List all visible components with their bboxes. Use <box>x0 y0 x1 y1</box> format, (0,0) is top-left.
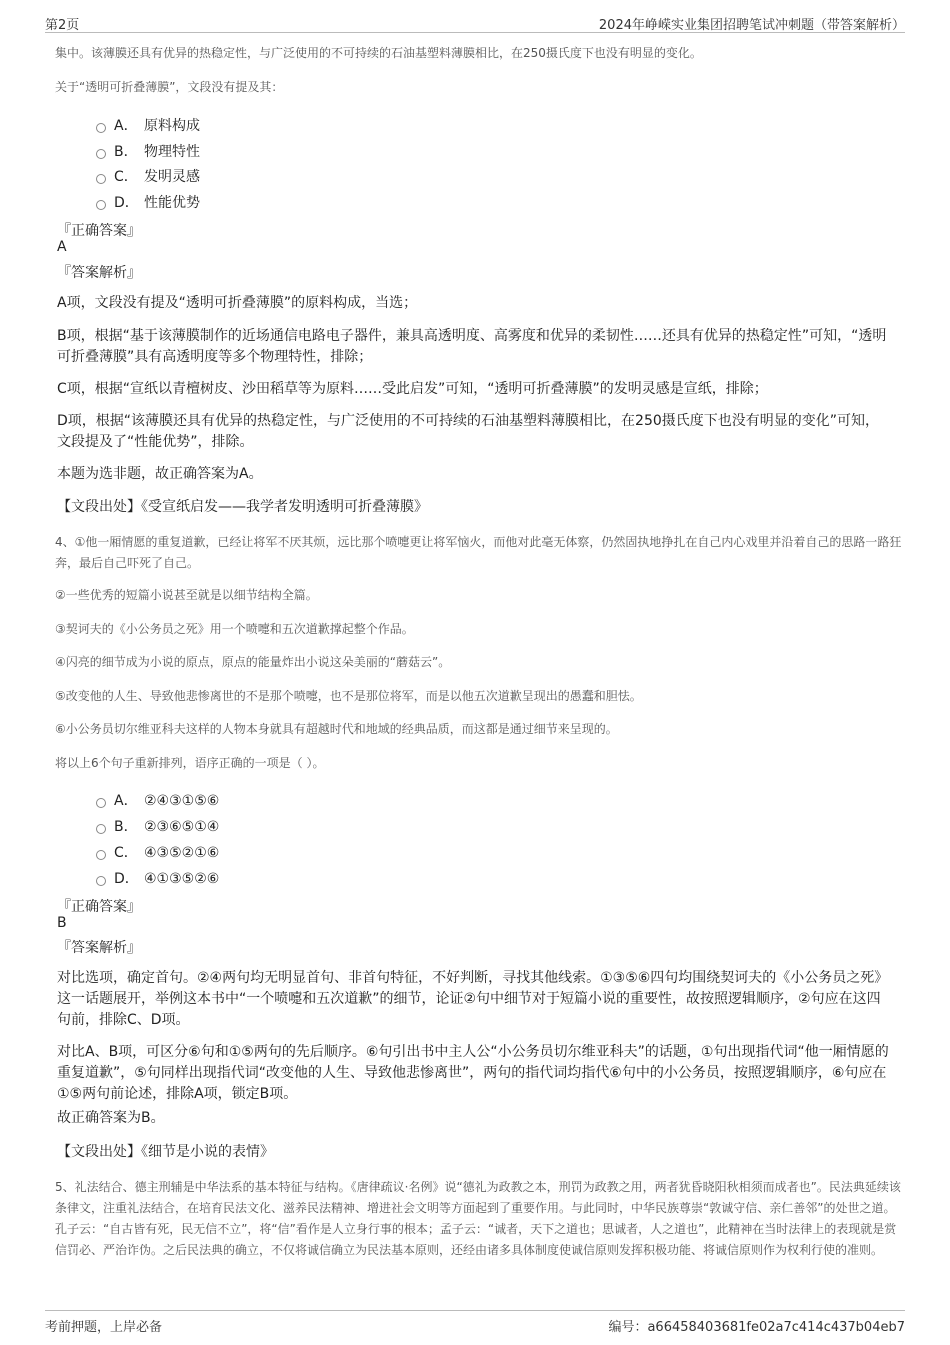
page-footer <box>45 1310 905 1335</box>
q4-source: 【文段出处】《细节是小说的表情》 <box>57 1144 274 1160</box>
q3-source: 【文段出处】《受宣纸启发——我学者发明透明可折叠薄膜》 <box>57 499 428 515</box>
q4-sentence-5: ⑤改变他的人生、导致他悲惨离世的不是那个喷嚏，也不是那位将军，而是以他五次道歉呈现出的愚蠢和胆怯。 <box>55 689 642 703</box>
q4-analysis-2: 对比A、B项，可区分⑥句和①⑤两句的先后顺序。⑥句引出书中主人公“小公务员切尔维亚科夫”的话题，①句出现指代词“他一厢情愿的重复道歉”，⑤句同样出现指代词“改变他的人生、导致他悲惨离世”，两句的指代词均指代⑥句中的小公务员，按照逻辑顺序，⑥句应在①⑤两句前论述，排除A项，锁定B项。 <box>57 1044 889 1102</box>
q3-analysis-a: A项，文段没有提及“透明可折叠薄膜”的原料构成，当选； <box>57 295 418 311</box>
q4-option-d[interactable]: D． ④①③⑤②⑥ <box>96 868 219 888</box>
radio-icon[interactable] <box>96 149 106 159</box>
q3-answer-label: 『正确答案』 <box>57 223 141 239</box>
q3-analysis-d: D项，根据“该薄膜还具有优异的热稳定性，与广泛使用的不可持续的石油基塑料薄膜相比，在250摄氏度下也没有明显的变化”可知，文段提及了“性能优势”，排除。 <box>57 413 880 450</box>
footer-slogan: 考前押题，上岸必备 <box>45 1320 163 1335</box>
page-header <box>45 12 905 33</box>
q4-conclusion: 故正确答案为B。 <box>57 1110 165 1126</box>
q5-text: 5、礼法结合、德主刑辅是中华法系的基本特征与结构。《唐律疏议·名例》说“德礼为政教之本，刑罚为政教之用，两者犹昏晓阳秋相须而成者也”。民法典延续该条律文，注重礼法结合，在培育民法文化、滋养民法精神、增进社会文明等方面起到了重要作用。与此同时，中华民族尊崇“敦诚守信、亲仁善邻”的处世之道。孔子云：“自古皆有死，民无信不立”，将“信”看作是人立身行事的根本；孟子云：“诚者，天下之道也；思诚者，人之道也”，此精神在当时法律上的表现就是赏信罚必、严治诈伪。之后民法典的确立，不仅将诚信确立为民法基本原则，还经由诸多具体制度使诚信原则发挥积极功能、将诚信原则作为权利行使的准则。 <box>55 1180 901 1257</box>
q3-answer: A <box>57 239 67 255</box>
q3-intro: 集中。该薄膜还具有优异的热稳定性，与广泛使用的不可持续的石油基塑料薄膜相比，在250摄氏度下也没有明显的变化。 <box>55 46 702 60</box>
q3-conclusion: 本题为选非题，故正确答案为A。 <box>57 466 263 482</box>
radio-icon[interactable] <box>96 200 106 210</box>
q4-option-b[interactable]: B． ②③⑥⑤①④ <box>96 816 219 836</box>
q4-sentence-2: ②一些优秀的短篇小说甚至就是以细节结构全篇。 <box>55 588 318 602</box>
q4-analysis-1: 对比选项，确定首句。②④两句均无明显首句、非首句特征，不好判断，寻找其他线索。①③⑤⑥四句均围绕契诃夫的《小公务员之死》这一话题展开，举例这本书中“一个喷嚏和五次道歉”的细节，论证②句中细节对于短篇小说的重要性，故按照逻辑顺序，②句应在这四句前，排除C、D项。 <box>57 970 889 1028</box>
q4-stem: 将以上6个句子重新排列，语序正确的一项是（ ）。 <box>55 756 325 770</box>
document-id: 编号：a66458403681fe02a7c414c437b04eb7 <box>608 1320 905 1335</box>
q3-stem: 关于“透明可折叠薄膜”，文段没有提及其： <box>55 80 284 94</box>
q4-answer-label: 『正确答案』 <box>57 899 141 915</box>
q3-option-a[interactable]: A． 原料构成 <box>96 115 200 135</box>
q3-analysis-c: C项，根据“宣纸以青檀树皮、沙田稻草等为原料……受此启发”可知，“透明可折叠薄膜”的发明灵感是宣纸，排除； <box>57 381 768 397</box>
page-number: 第2页 <box>45 18 80 33</box>
q4-sentence-6: ⑥小公务员切尔维亚科夫这样的人物本身就具有超越时代和地域的经典品质，而这都是通过细节来呈现的。 <box>55 722 618 736</box>
q4-answer: B <box>57 915 67 931</box>
q4-sentence-3: ③契诃夫的《小公务员之死》用一个喷嚏和五次道歉撑起整个作品。 <box>55 622 414 636</box>
radio-icon[interactable] <box>96 850 106 860</box>
radio-icon[interactable] <box>96 876 106 886</box>
q3-option-d[interactable]: D． 性能优势 <box>96 192 200 212</box>
q3-analysis-b: B项，根据“基于该薄膜制作的近场通信电路电子器件，兼具高透明度、高雾度和优异的柔韧性……还具有优异的热稳定性”可知，“透明可折叠薄膜”具有高透明度等多个物理特性，排除； <box>57 328 887 365</box>
document-title: 2024年峥嵘实业集团招聘笔试冲刺题（带答案解析） <box>598 18 905 33</box>
q4-sentence-1: 4、①他一厢情愿的重复道歉，已经让将军不厌其烦，远比那个喷嚏更让将军恼火，而他对此毫无体察，仍然固执地挣扎在自己内心戏里并沿着自己的思路一路狂奔，最后自己吓死了自己。 <box>55 535 902 570</box>
q4-analysis-label: 『答案解析』 <box>57 940 141 956</box>
radio-icon[interactable] <box>96 798 106 808</box>
q4-option-a[interactable]: A． ②④③①⑤⑥ <box>96 790 219 810</box>
q3-option-b[interactable]: B． 物理特性 <box>96 141 200 161</box>
radio-icon[interactable] <box>96 123 106 133</box>
radio-icon[interactable] <box>96 824 106 834</box>
q3-option-c[interactable]: C． 发明灵感 <box>96 166 200 186</box>
q4-option-c[interactable]: C． ④③⑤②①⑥ <box>96 842 219 862</box>
q3-analysis-label: 『答案解析』 <box>57 265 141 281</box>
radio-icon[interactable] <box>96 174 106 184</box>
q4-sentence-4: ④闪亮的细节成为小说的原点，原点的能量炸出小说这朵美丽的“蘑菇云”。 <box>55 655 451 669</box>
